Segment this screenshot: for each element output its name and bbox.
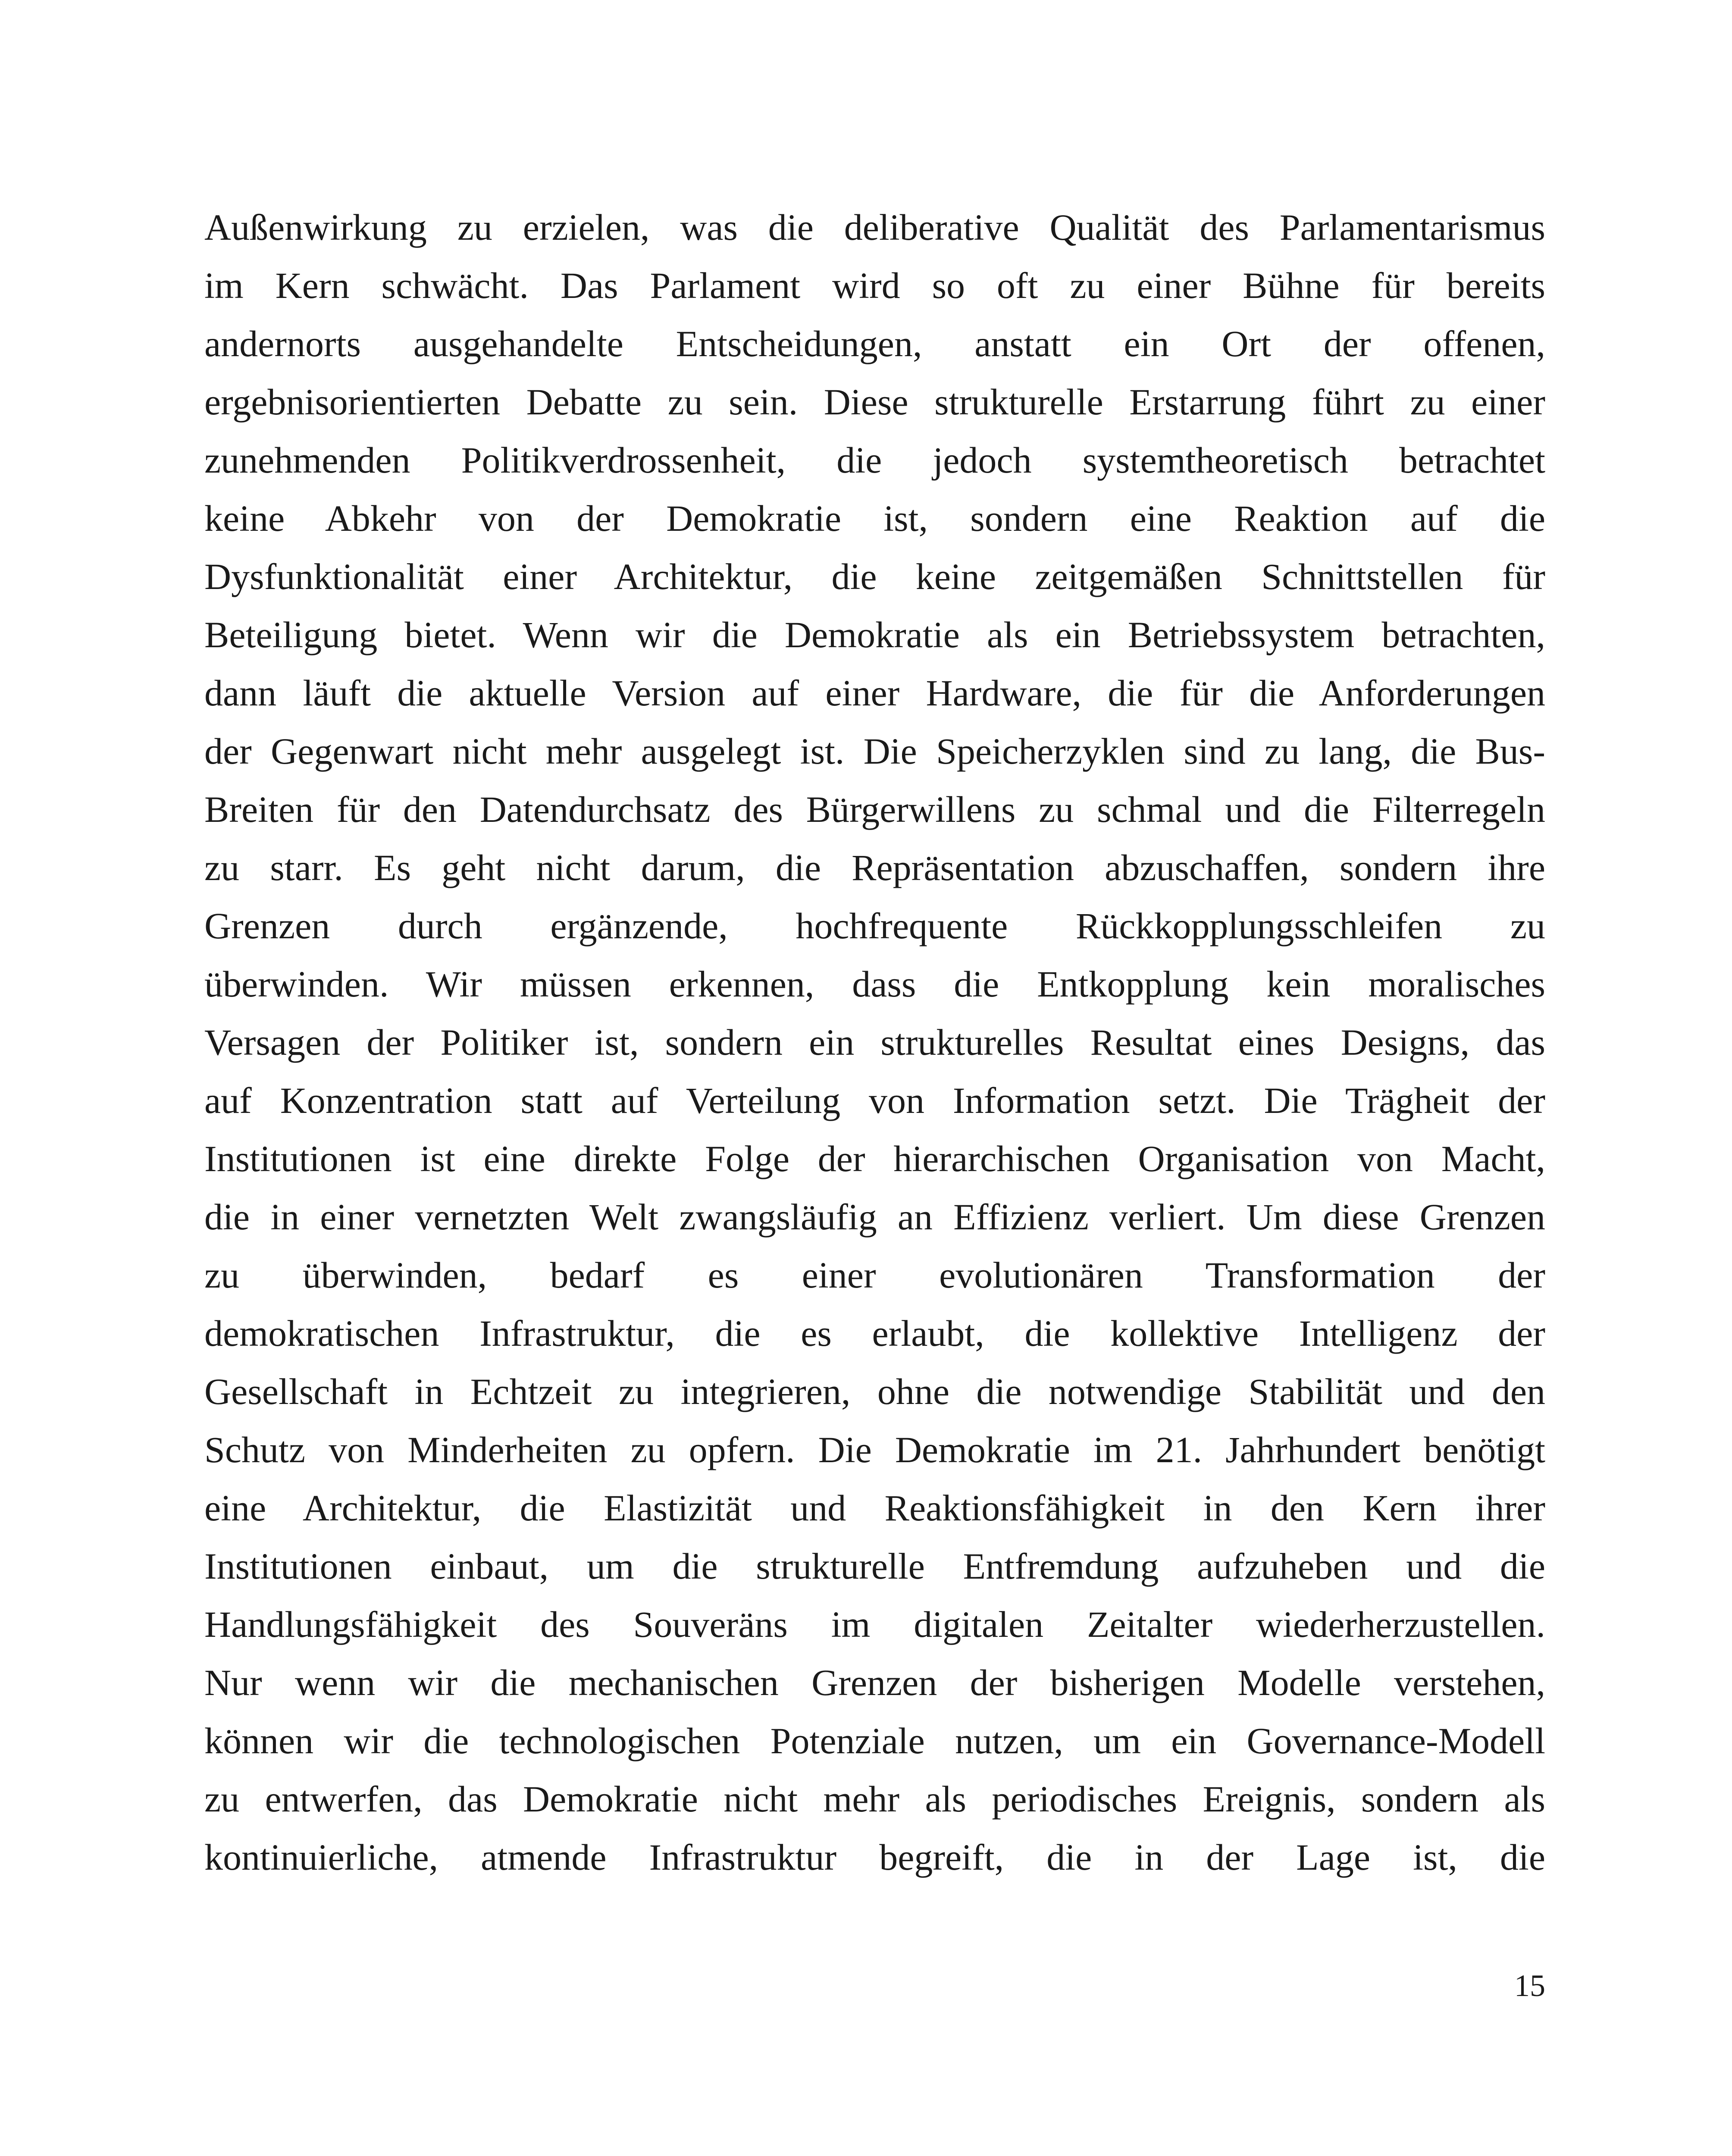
text-line: Schutz von Minderheiten zu opfern. Die Demokratie im 21. Jahrhundert benötigt [204, 1429, 1545, 1470]
text-line: zunehmenden Politikverdrossenheit, die jedoch systemtheoretisch betrachtet [204, 439, 1545, 481]
text-line: Grenzen durch ergänzende, hochfrequente Rückkopplungsschleifen zu [204, 905, 1545, 946]
text-line: auf Konzentration statt auf Verteilung von Information setzt. Die Trägheit der [204, 1080, 1545, 1121]
text-line: Breiten für den Datendurchsatz des Bürgerwillens zu schmal und die Filterregeln [204, 789, 1545, 830]
text-line: kontinuierliche, atmende Infrastruktur begreift, die in der Lage ist, die [204, 1836, 1545, 1878]
text-line: Nur wenn wir die mechanischen Grenzen der bisherigen Modelle verstehen, [204, 1662, 1545, 1703]
text-line: die in einer vernetzten Welt zwangsläufig an Effizienz verliert. Um diese Grenzen [204, 1196, 1545, 1238]
text-line: Dysfunktionalität einer Architektur, die keine zeitgemäßen Schnittstellen für [204, 556, 1545, 597]
text-line: zu überwinden, bedarf es einer evolutionären Transformation der [204, 1254, 1545, 1296]
text-line: eine Architektur, die Elastizität und Reaktionsfähigkeit in den Kern ihrer [204, 1487, 1545, 1529]
text-line: Handlungsfähigkeit des Souveräns im digitalen Zeitalter wiederherzustellen. [204, 1604, 1545, 1645]
text-line: ergebnisorientierten Debatte zu sein. Diese strukturelle Erstarrung führt zu einer [204, 381, 1545, 423]
text-line: Versagen der Politiker ist, sondern ein strukturelles Resultat eines Designs, das [204, 1022, 1545, 1063]
text-line: überwinden. Wir müssen erkennen, dass die Entkopplung kein moralisches [204, 963, 1545, 1005]
text-line: Außenwirkung zu erzielen, was die deliberative Qualität des Parlamentarismus [204, 207, 1545, 248]
text-line: können wir die technologischen Potenziale nutzen, um ein Governance-Modell [204, 1720, 1545, 1761]
text-line: der Gegenwart nicht mehr ausgelegt ist. Die Speicherzyklen sind zu lang, die Bus- [204, 730, 1545, 772]
text-line: Institutionen ist eine direkte Folge der hierarchischen Organisation von Macht, [204, 1138, 1545, 1179]
page-number: 15 [1514, 1968, 1545, 2003]
text-line: andernorts ausgehandelte Entscheidungen, anstatt ein Ort der offenen, [204, 323, 1545, 364]
text-line: im Kern schwächt. Das Parlament wird so oft zu einer Bühne für bereits [204, 265, 1545, 306]
text-line: keine Abkehr von der Demokratie ist, sondern eine Reaktion auf die [204, 498, 1545, 539]
text-line: dann läuft die aktuelle Version auf einer Hardware, die für die Anforderungen [204, 672, 1545, 714]
text-line: Gesellschaft in Echtzeit zu integrieren, ohne die notwendige Stabilität und den [204, 1371, 1545, 1412]
text-line: zu entwerfen, das Demokratie nicht mehr als periodisches Ereignis, sondern als [204, 1778, 1545, 1820]
text-line: Beteiligung bietet. Wenn wir die Demokratie als ein Betriebssystem betrachten, [204, 614, 1545, 655]
text-line: demokratischen Infrastruktur, die es erlaubt, die kollektive Intelligenz der [204, 1313, 1545, 1354]
text-line: Institutionen einbaut, um die strukturelle Entfremdung aufzuheben und die [204, 1545, 1545, 1587]
text-line: zu starr. Es geht nicht darum, die Repräsentation abzuschaffen, sondern ihre [204, 847, 1545, 888]
body-paragraph [204, 198, 1545, 1887]
